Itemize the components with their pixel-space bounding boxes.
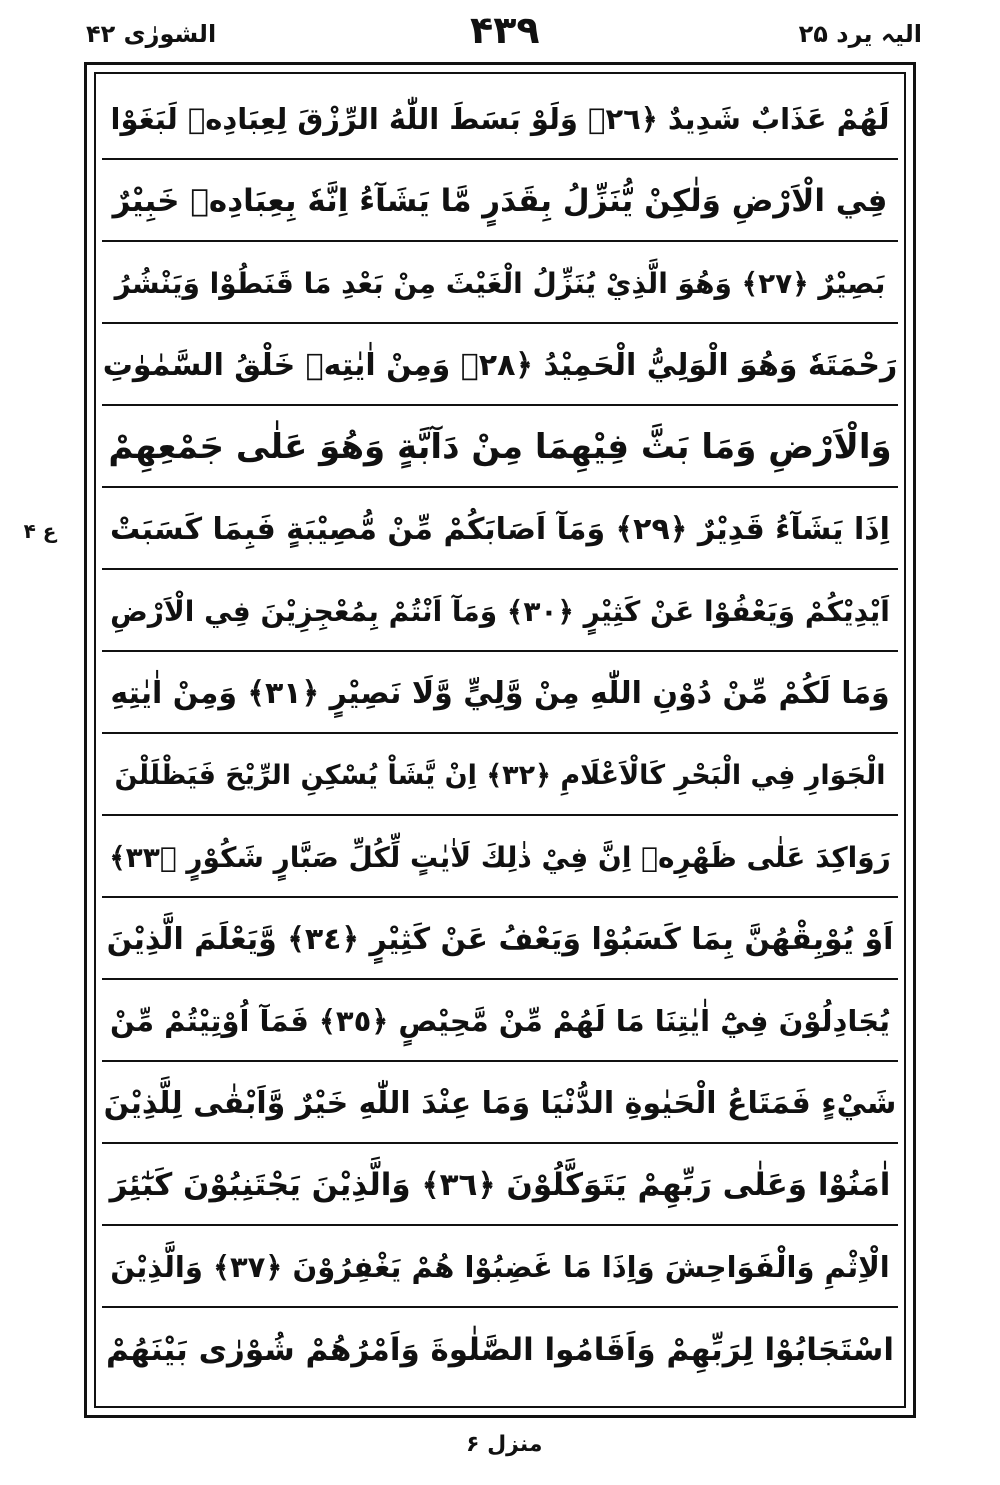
- verse-line: اٰمَنُوْا وَعَلٰى رَبِّهِمْ يَتَوَكَّلُوْنَ ﴿٣٦﴾ وَالَّذِيْنَ يَجْتَنِبُوْنَ كَبٰٓئِرَ: [102, 1146, 898, 1226]
- verse-line: اِذَا يَشَآءُ قَدِيْرٌ ﴿٢٩﴾ وَمَآ اَصَابَكُمْ مِّنْ مُّصِيْبَةٍ فَبِمَا كَسَبَتْ: [102, 490, 898, 570]
- verse-line: يُجَادِلُوْنَ فِيْٓ اٰيٰتِنَا مَا لَهُمْ مِّنْ مَّحِيْصٍ ﴿٣٥﴾ فَمَآ اُوْتِيْتُمْ مِّنْ: [102, 982, 898, 1062]
- verse-line: شَيْءٍ فَمَتَاعُ الْحَيٰوةِ الدُّنْيَا وَمَا عِنْدَ اللّٰهِ خَيْرٌ وَّاَبْقٰى لِلَّذِيْنَ: [102, 1064, 898, 1144]
- verse-line: الْجَوَارِ فِي الْبَحْرِ كَالْاَعْلَامِ ﴿٣٢﴾ اِنْ يَّشَاْ يُسْكِنِ الرِّيْحَ فَيَظْلَلْنَ: [102, 736, 898, 816]
- verse-line: وَمَا لَكُمْ مِّنْ دُوْنِ اللّٰهِ مِنْ وَّلِيٍّ وَّلَا نَصِيْرٍ ﴿٣١﴾ وَمِنْ اٰيٰتِهِ: [102, 654, 898, 734]
- verse-line: رَحْمَتَهٗ وَهُوَ الْوَلِيُّ الْحَمِيْدُ ﴿٢٨﴾ وَمِنْ اٰيٰتِهٖ خَلْقُ السَّمٰوٰتِ: [102, 326, 898, 406]
- page-header: [0, 8, 1000, 68]
- verse-line: رَوَاكِدَ عَلٰى ظَهْرِهٖ اِنَّ فِيْ ذٰلِكَ لَاٰيٰتٍ لِّكُلِّ صَبَّارٍ شَكُوْرٍ ﴿٣٣﴾: [102, 818, 898, 898]
- verse-line: فِي الْاَرْضِ وَلٰكِنْ يُّنَزِّلُ بِقَدَرٍ مَّا يَشَآءُ اِنَّهٗ بِعِبَادِهٖ خَبِيْرٌ: [102, 162, 898, 242]
- verse-line: وَالْاَرْضِ وَمَا بَثَّ فِيْهِمَا مِنْ دَآبَّةٍ وَهُوَ عَلٰى جَمْعِهِمْ: [102, 408, 898, 488]
- juz-name: الیہ یرد ۲۵: [798, 20, 922, 48]
- page-number: ۴۳۹: [470, 8, 540, 52]
- verse-line: الْاِثْمِ وَالْفَوَاحِشَ وَاِذَا مَا غَضِبُوْا هُمْ يَغْفِرُوْنَ ﴿٣٧﴾ وَالَّذِيْنَ: [102, 1228, 898, 1308]
- verse-line: اَوْ يُوْبِقْهُنَّ بِمَا كَسَبُوْا وَيَعْفُ عَنْ كَثِيْرٍ ﴿٣٤﴾ وَّيَعْلَمَ الَّذِيْنَ: [102, 900, 898, 980]
- manzil-footer: منزل ۶: [466, 1432, 543, 1457]
- verse-line: لَهُمْ عَذَابٌ شَدِيدٌ ﴿٢٦﴾ وَلَوْ بَسَطَ اللّٰهُ الرِّزْقَ لِعِبَادِهٖ لَبَغَوْا: [102, 80, 898, 160]
- verse-lines: [102, 80, 898, 1400]
- verse-line: بَصِيْرٌ ﴿٢٧﴾ وَهُوَ الَّذِيْ يُنَزِّلُ الْغَيْثَ مِنْ بَعْدِ مَا قَنَطُوْا وَيَنْشُرُ: [102, 244, 898, 324]
- surah-name: الشورٰی ۴۲: [86, 20, 217, 48]
- verse-line: اسْتَجَابُوْا لِرَبِّهِمْ وَاَقَامُوا الصَّلٰوةَ وَاَمْرُهُمْ شُوْرٰى بَيْنَهُمْ: [106, 1332, 894, 1368]
- ruku-marker: ع ۴: [23, 519, 57, 543]
- verse-line: اَيْدِيْكُمْ وَيَعْفُوْا عَنْ كَثِيْرٍ ﴿٣٠﴾ وَمَآ اَنْتُمْ بِمُعْجِزِيْنَ فِي الْاَرْضِ: [102, 572, 898, 652]
